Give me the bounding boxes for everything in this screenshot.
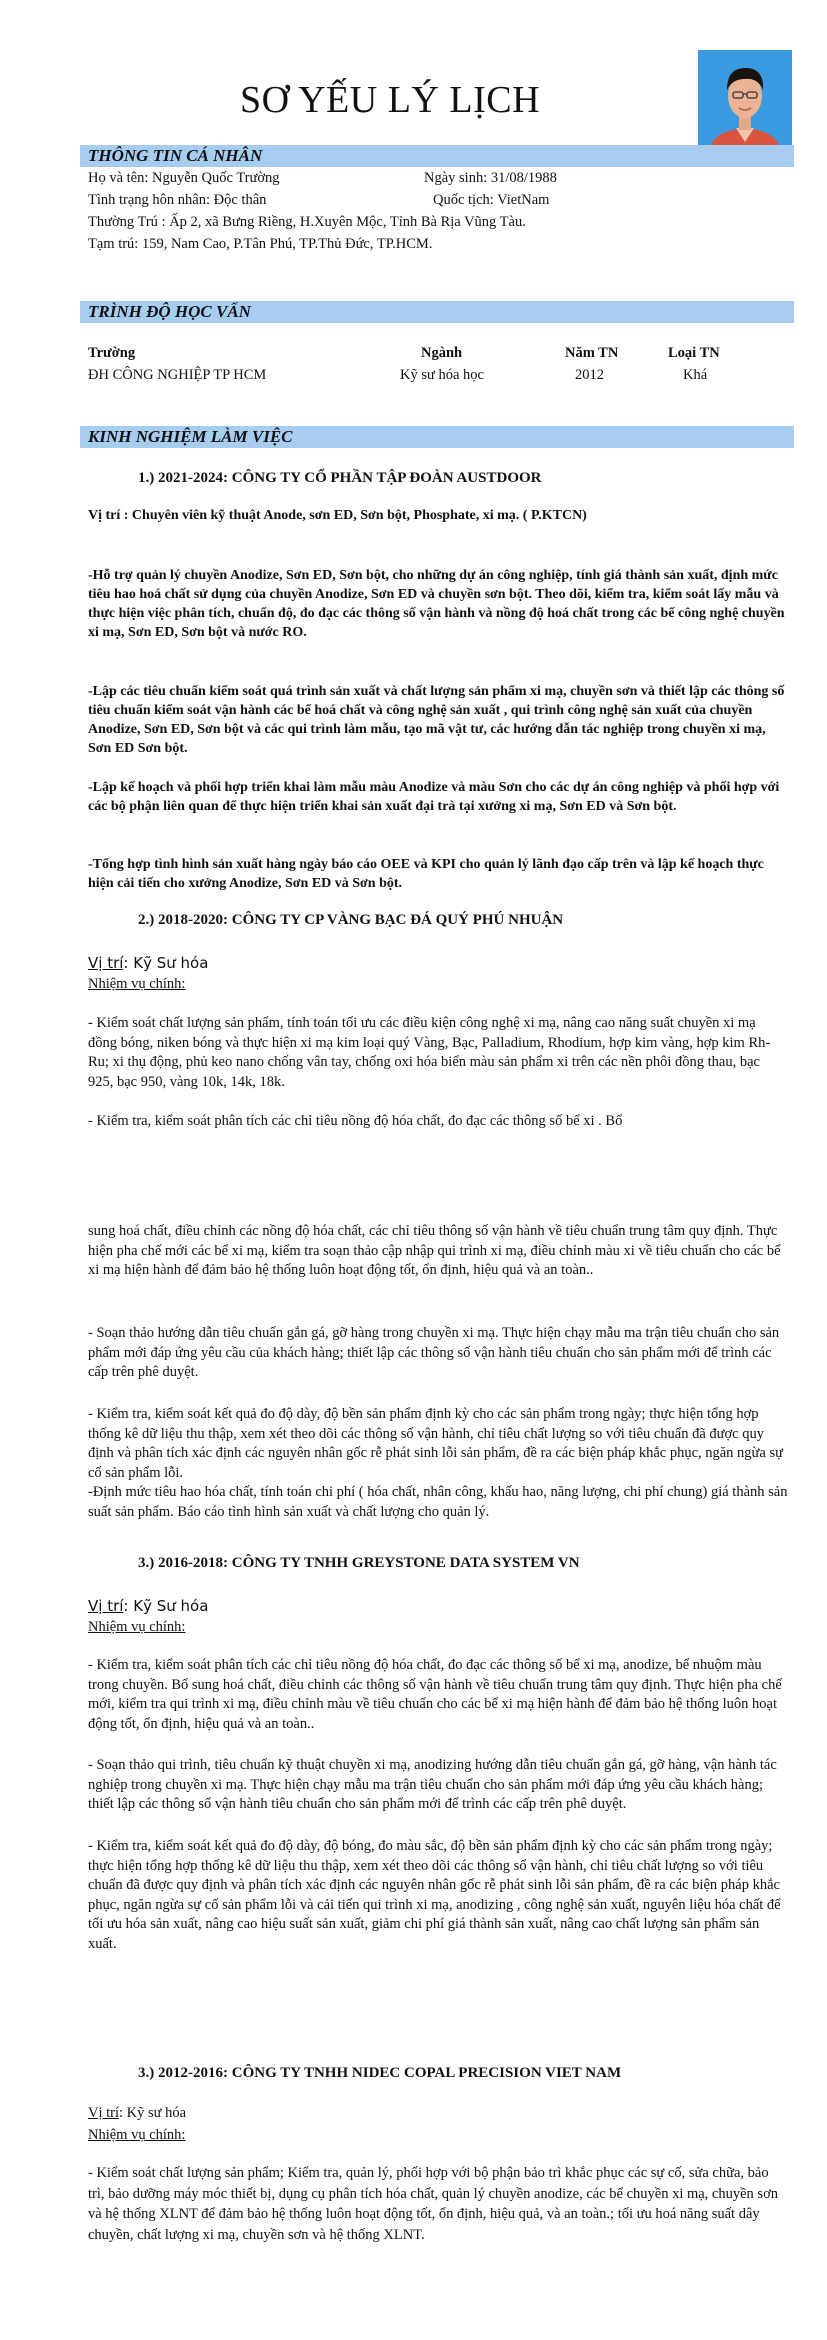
job-4-position [88,2105,186,2122]
job-3-duty-2: - Soạn thảo qui trình, tiêu chuẩn kỹ thuật chuyền xi mạ, anodizing hướng dẫn tiêu chuẩn gắn gá, gỡ hàng, vận hành tác nghiệp trong chuyền xi mạ. Thực hiện chạy mẫu ma trận tiêu chuẩn cho sản phẩm mới đáp ứng yêu cầu khách hàng; thiết lập các thông số vận hành tiêu chuẩn cho sản phẩm mới để trình các cấp trên phê duyệt. [88,1757,777,1812]
job-2-duty-4: - Kiểm tra, kiểm soát kết quả đo độ dày, độ bền sản phẩm định kỳ cho các sản phẩm trong ngày; thực hiện tổng hợp thống kê dữ liệu thu thập, xem xét theo dõi các thông số vận hành, chỉ tiêu chất lượng so với tiêu chuẩn đã được quy định và phân tích xác định các nguyên nhân gốc rễ phát sinh lỗi sản phẩm, đề ra các biện pháp khắc phục, ngăn ngừa sự cố sản phẩm lỗi. -Định mức tiêu hao hóa chất, tính toán chi phí ( hóa chất, nhân công, khấu hao, năng lượng, chi phí chung) giá thành sản suất sản phẩm. Báo cáo tình hình sản xuất và chất lượng cho quản lý. [88,1406,788,1520]
job-1-duty-1: -Hỗ trợ quản lý chuyền Anodize, Sơn ED, Sơn bột, cho những dự án công nghiệp, tính giá thành sản xuất, định mức tiêu hao hoá chất sử dụng của chuyền Anodize, Sơn ED và chuyền sơn bột. Theo dõi, kiểm tra, kiểm soát lấy mẫu và thực hiện việc phân tích, chuẩn độ, đo đạc các thông số vận hành và nồng độ hoá chất trong các bể công nghệ chuyền xi mạ, Sơn ED, Sơn bột và nước RO. [88,568,785,640]
job-4-title: 3.) 2012-2016: CÔNG TY TNHH NIDEC COPAL PRECISION VIET NAM [138,2065,622,2081]
job-1-position: Vị trí : Chuyên viên kỹ thuật Anode, sơn ED, Sơn bột, Phosphate, xi mạ. ( P.KTCN) [88,508,587,523]
job-3-duty-3: - Kiểm tra, kiểm soát kết quả đo độ dày, độ bóng, đo màu sắc, độ bền sản phẩm định kỳ cho các sản phẩm trong ngày; thực hiện tổng hợp thống kê dữ liệu thu thập, xem xét theo dõi các thông số vận hành, chỉ tiêu chất lượng so với tiêu chuẩn đã được quy định và phân tích xác định các nguyên nhân gốc rễ phát sinh lỗi sản phẩm, đề ra các biện pháp khắc phục, ngăn ngừa sự cố sản phẩm lỗi và cải tiến qui trình xi mạ, anodizing , công nghệ sản xuất, nguyên liệu hóa chất để tối ưu hóa sản xuất, nâng cao hiệu suất sản xuất, giảm chi phí giá thành sản xuất, nâng cao chất lượng sản phẩm sản xuất. [88,1838,781,1952]
job-4-position-value: : Kỹ sư hóa [119,2105,187,2121]
job-4-duty-1: - Kiểm soát chất lượng sản phẩm; Kiểm tra, quản lý, phối hợp với bộ phận bảo trì khắc phục các sự cố, sửa chữa, bảo trì, bảo dưỡng máy móc thiết bị, dụng cụ phân tích hóa chất, quản lý chuyền anodize, các bể chuyền xi mạ, chuyền sơn và hệ thống XLNT để đảm bảo hệ thống luôn hoạt động tốt, ổn định, hiệu quả, và an toàn.; tối ưu hoá năng suất dây chuyền, chất lượng xi mạ, chuyền sơn và hệ thống XLNT. [88,2165,778,2243]
education-school: ĐH CÔNG NGHIỆP TP HCM [88,367,267,383]
personal-name: Họ và tên: Nguyễn Quốc Trường [88,170,280,186]
job-4-duty-label: Nhiệm vụ chính: [88,2127,186,2143]
personal-nationality: Quốc tịch: VietNam [433,192,550,208]
job-2-duty-1: - Kiểm soát chất lượng sản phẩm, tính toán tối ưu các điều kiện công nghệ xi mạ, nâng cao năng suất chuyền xi mạ đồng bóng, niken bóng và thực hiện xi mạ kim loại quý Vàng, Bạc, Palladium, Rhodium, hợp kim vàng, hợp kim Rh-Ru; xi thụ động, phủ keo nano chống vân tay, chống oxi hóa biển màu sản phẩm xi trên các nền phôi đồng thau, bạc 925, bạc 950, vàng 10k, 14k, 18k. [88,1015,771,1090]
education-major: Kỹ sư hóa học [400,367,484,383]
section-education-header: TRÌNH ĐỘ HỌC VẤN [80,301,794,323]
job-3-duty-1: - Kiểm tra, kiểm soát phân tích các chỉ tiêu nồng độ hóa chất, đo đạc các thông số bể xi mạ, anodize, bể nhuộm màu trong chuyền. Bổ sung hoá chất, điều chỉnh các thông số vận hành về tiêu chuẩn trung tâm quy định. Thực hiện pha chế mới, kiểm tra qui trình xi mạ, điều chỉnh màu về tiêu chuẩn cho các bể xi mạ hiện hành để đảm bảo hệ thống luôn hoạt động tốt, ổn định, hiệu quả và an toàn.. [88,1657,782,1732]
job-2-position [88,954,208,973]
job-2-title: 2.) 2018-2020: CÔNG TY CP VÀNG BẠC ĐÁ QUÝ PHÚ NHUẬN [138,912,564,928]
education-header-grade: Loại TN [668,345,720,361]
personal-temporary-address: Tạm trú: 159, Nam Cao, P.Tân Phú, TP.Thủ Đức, TP.HCM. [88,236,433,252]
job-4-position-label: Vị trí [88,2105,120,2121]
personal-marital: Tình trạng hôn nhân: Độc thân [88,192,267,208]
job-3-duty-label: Nhiệm vụ chính: [88,1619,186,1635]
education-header-school: Trường [88,345,136,361]
job-1-title: 1.) 2021-2024: CÔNG TY CỔ PHẦN TẬP ĐOÀN AUSTDOOR [138,470,542,486]
job-3-position-value: : Kỹ Sư hóa [123,1597,209,1615]
job-2-duty-3: - Soạn thảo hướng dẫn tiêu chuẩn gắn gá, gỡ hàng trong chuyền xi mạ. Thực hiện chạy mẫu ma trận tiêu chuẩn cho sản phẩm mới đáp ứng yêu cầu của khách hàng; thiết lập các thông số vận hành tiêu chuẩn cho sản phẩm mới để trình các cấp trên phê duyệt. [88,1325,780,1380]
job-3-title: 3.) 2016-2018: CÔNG TY TNHH GREYSTONE DATA SYSTEM VN [138,1555,580,1571]
job-1-duty-4: -Tổng hợp tình hình sản xuất hàng ngày báo cáo OEE và KPI cho quản lý lãnh đạo cấp trên và lập kế hoạch thực hiện cải tiến cho xưởng Anodize, Sơn ED và Sơn bột. [88,857,764,891]
education-grade: Khá [683,367,708,383]
education-year: 2012 [575,367,604,383]
section-experience-header: KINH NGHIỆM LÀM VIỆC [80,426,794,448]
job-2-position-label: Vị trí [88,954,124,972]
education-header-major: Ngành [421,345,463,361]
education-header-year: Năm TN [565,345,619,361]
personal-permanent-address: Thường Trú : Ấp 2, xã Bưng Riềng, H.Xuyên Mộc, Tỉnh Bà Rịa Vũng Tàu. [88,214,526,230]
job-2-duty-2: - Kiểm tra, kiểm soát phân tích các chỉ tiêu nồng độ hóa chất, đo đạc các thông số bể xi . Bổ [88,1113,623,1129]
job-1-duty-3: -Lập kế hoạch và phối hợp triển khai làm mẫu màu Anodize và màu Sơn cho các dự án công nghiệp và phối hợp với các bộ phận liên quan để thực hiện triển khai sản xuất đại trà tại xưởng xi mạ, Sơn ED và Sơn bột. [88,780,780,814]
job-3-position-label: Vị trí [88,1597,124,1615]
document-title: SƠ YẾU LÝ LỊCH [239,79,541,121]
job-2-duty-2-cont: sung hoá chất, điều chỉnh các nồng độ hóa chất, các chỉ tiêu thông số vận hành về tiêu chuẩn trung tâm quy định. Thực hiện pha chế mới các bể xi mạ, kiểm tra soạn thảo cập nhập qui trình xi mạ, điều chỉnh màu xi về tiêu chuẩn cho các bể xi mạ hiện hành để đảm bảo hệ thống luôn hoạt động tốt, ổn định, hiệu quả và an toàn.. [88,1223,781,1278]
job-3-position [88,1597,208,1616]
job-1-duty-2: -Lập các tiêu chuẩn kiểm soát quá trình sản xuất và chất lượng sản phẩm xi mạ, chuyền sơn và thiết lập các thông số tiêu chuẩn kiểm soát vận hành các bể hoá chất và công nghệ sản xuất , qui trình công nghệ sản xuất của chuyền Anodize, Sơn ED, Sơn bột và các qui trình làm mẫu, tạo mã vật tư, các hướng dẫn tác nghiệp trong chuyền xi mạ, Sơn ED Sơn bột. [88,684,785,756]
personal-dob: Ngày sinh: 31/08/1988 [424,170,557,186]
section-personal-header: THÔNG TIN CÁ NHÂN [80,145,794,167]
job-2-position-value: : Kỹ Sư hóa [123,954,209,972]
job-2-duty-label: Nhiệm vụ chính: [88,976,186,992]
